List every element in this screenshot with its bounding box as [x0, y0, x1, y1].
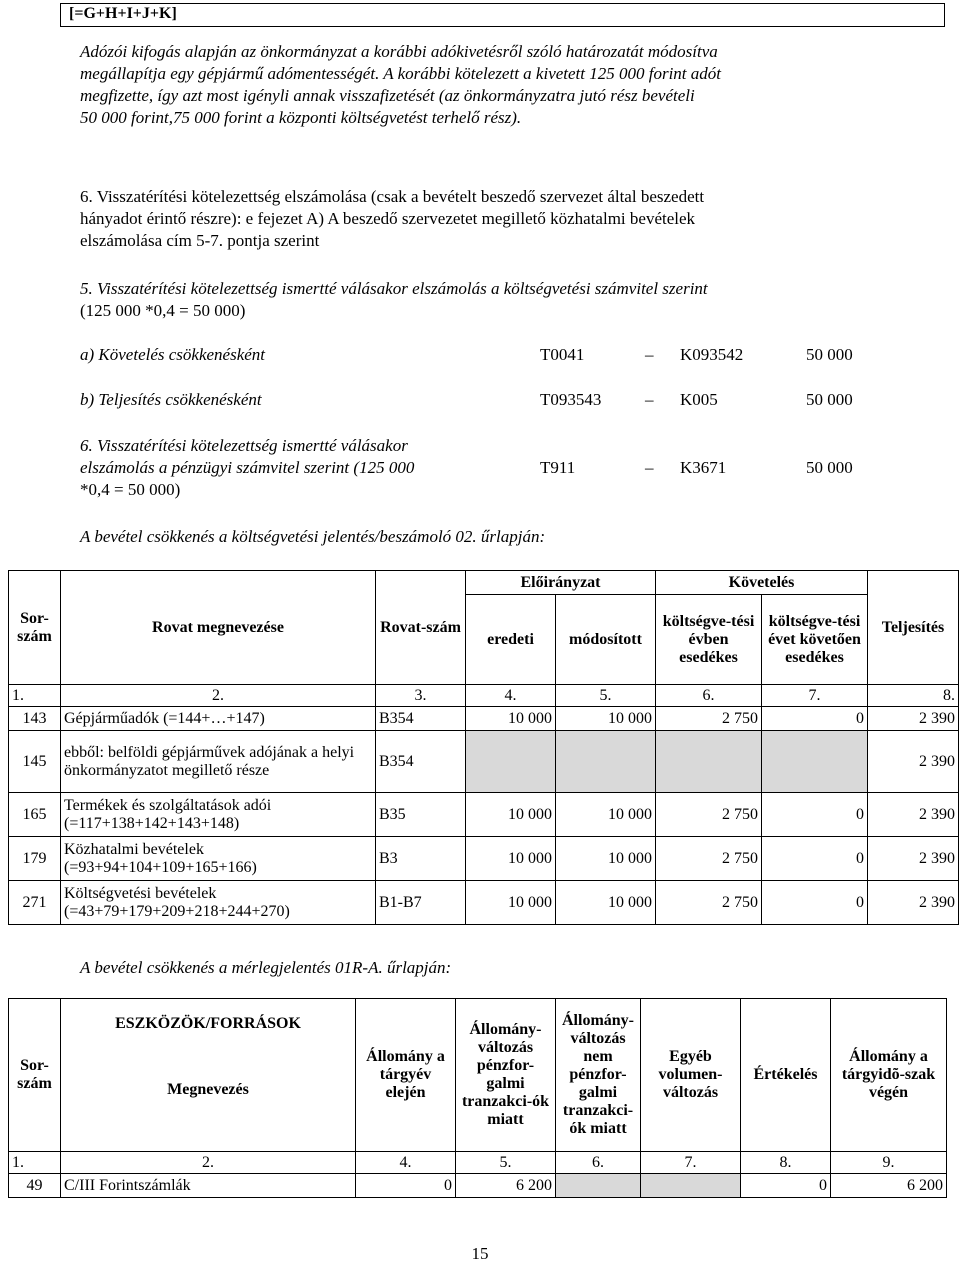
table-row: [9, 731, 959, 793]
entry-a-label: a) Követelés csökkenésként: [80, 345, 266, 364]
entry-a-debit: T0041: [540, 345, 585, 364]
cell-rovat: B35: [376, 793, 466, 837]
th-koveteles: Követelés: [656, 571, 868, 595]
num-cell: 1.: [9, 1152, 61, 1174]
cell-evet: 0: [762, 707, 868, 731]
cell-ertekeles: 0: [741, 1174, 831, 1198]
cell-eredeti: 10 000: [466, 793, 556, 837]
cell-elejen: 0: [356, 1174, 456, 1198]
th-egyeb-volumenvaltozas: Egyéb volumen-változás: [641, 999, 741, 1152]
section6-line: elszámolása cím 5-7. pontja szerint: [80, 231, 320, 250]
budget-report-table: [8, 570, 959, 925]
num-cell: 8.: [868, 685, 959, 707]
th-allomany-vegen: Állomány a tárgyidõ-szak végén: [831, 999, 947, 1152]
cell-shaded: [556, 1174, 641, 1198]
cell-name: Költségvetési bevételek (=43+79+179+209+218+244+270): [61, 881, 376, 925]
cell-penz: 6 200: [456, 1174, 556, 1198]
section5-paragraph: [80, 278, 880, 322]
entry-b-dash: –: [645, 390, 654, 409]
th-modositott: módosított: [556, 595, 656, 685]
th-eszk-label: ESZKÖZÖK/FORRÁSOK: [115, 1015, 301, 1032]
th-valtozas-nem-penzforgalmi: Állomány-változás nem pénzfor-galmi tranzakci-ók miatt: [556, 999, 641, 1152]
num-cell: 5.: [456, 1152, 556, 1174]
table-row: [9, 837, 959, 881]
th-sorszam: Sor-szám: [9, 999, 61, 1152]
cell-sor: 143: [9, 707, 61, 731]
balance-report-table: [8, 998, 947, 1198]
th-koltseg-evben: költségve-tési évben esedékes: [656, 595, 762, 685]
num-cell: 9.: [831, 1152, 947, 1174]
entry6-credit: K3671: [680, 458, 727, 477]
entry-a-amount: 50 000: [806, 345, 853, 364]
cell-eredeti: 10 000: [466, 707, 556, 731]
cell-name: C/III Forintszámlák: [61, 1174, 356, 1198]
cell-sor: 145: [9, 731, 61, 793]
table-row: [9, 1174, 947, 1198]
cell-modositott: 10 000: [556, 881, 656, 925]
intro-line: megfizette, így azt most igényli annak visszafizetését (az önkormányzatra jutó rész bevételi: [80, 86, 695, 105]
cell-evet: 0: [762, 837, 868, 881]
cell-modositott: 10 000: [556, 793, 656, 837]
th-koltseg-evet-koveto: költségve-tési évet követően esedékes: [762, 595, 868, 685]
entry-a-credit: K093542: [680, 345, 744, 364]
report2-title: A bevétel csökkenés a mérlegjelentés 01R-A. űrlapján:: [80, 958, 452, 977]
cell-shaded: [656, 731, 762, 793]
entry-a-dash: –: [645, 345, 654, 364]
cell-rovat: B3: [376, 837, 466, 881]
page-number: 15: [471, 1244, 489, 1263]
cell-telj: 2 390: [868, 707, 959, 731]
cell-eredeti: 10 000: [466, 837, 556, 881]
cell-shaded: [466, 731, 556, 793]
num-cell: 7.: [641, 1152, 741, 1174]
cell-vegen: 6 200: [831, 1174, 947, 1198]
num-cell: 1.: [9, 685, 61, 707]
th-eszkozok-forrasok: [61, 999, 356, 1152]
entry6-line: *0,4 = 50 000): [80, 480, 181, 499]
num-cell: 4.: [466, 685, 556, 707]
num-cell: 2.: [61, 685, 376, 707]
entry6-dash: –: [645, 458, 654, 477]
th-rovatszam: Rovat-szám: [376, 571, 466, 685]
cell-evben: 2 750: [656, 707, 762, 731]
entry6-line: elszámolás a pénzügyi számvitel szerint (125 000: [80, 458, 415, 477]
cell-sor: 179: [9, 837, 61, 881]
cell-evben: 2 750: [656, 837, 762, 881]
section6-paragraph: [80, 186, 880, 252]
entry6-line: 6. Visszatérítési kötelezettség ismertté válásakor: [80, 436, 408, 455]
section5-line: (125 000 *0,4 = 50 000): [80, 301, 246, 320]
cell-telj: 2 390: [868, 793, 959, 837]
cell-evet: 0: [762, 881, 868, 925]
report1-title: A bevétel csökkenés a költségvetési jelentés/beszámoló 02. űrlapján:: [80, 527, 546, 546]
th-teljesites: Teljesítés: [868, 571, 959, 685]
cell-telj: 2 390: [868, 881, 959, 925]
cell-evben: 2 750: [656, 793, 762, 837]
entry-b-label: b) Teljesítés csökkenésként: [80, 390, 262, 409]
intro-paragraph: [80, 41, 880, 129]
cell-rovat: B354: [376, 707, 466, 731]
intro-line: Adózói kifogás alapján az önkormányzat a korábbi adókivetésről szóló határozatát módosítva: [80, 42, 718, 61]
cell-telj: 2 390: [868, 731, 959, 793]
section5-line: 5. Visszatérítési kötelezettség ismertté válásakor elszámolás a költségvetési számvitel szerint: [80, 279, 708, 298]
cell-shaded: [762, 731, 868, 793]
cell-sor: 165: [9, 793, 61, 837]
entry6-amount: 50 000: [806, 458, 853, 477]
entry6-debit: T911: [540, 458, 576, 477]
cell-name: ebből: belföldi gépjárművek adójának a helyi önkormányzatot megillető része: [61, 731, 376, 793]
entry-b-debit: T093543: [540, 390, 602, 409]
cell-shaded: [641, 1174, 741, 1198]
table-row: [9, 881, 959, 925]
intro-line: megállapítja egy gépjármű adómentességét. A korábbi kötelezett a kivetett 125 000 forint adót: [80, 64, 722, 83]
section6-line: hányadot érintő részre): e fejezet A) A beszedő szervezetet megillető közhatalmi bevételek: [80, 209, 696, 228]
cell-sor: 49: [9, 1174, 61, 1198]
entry-b-amount: 50 000: [806, 390, 853, 409]
cell-name: Termékek és szolgáltatások adói (=117+138+142+143+148): [61, 793, 376, 837]
cell-evet: 0: [762, 793, 868, 837]
table-row: [9, 707, 959, 731]
cell-rovat: B1-B7: [376, 881, 466, 925]
th-eredeti: eredeti: [466, 595, 556, 685]
table-number-row: [9, 1152, 947, 1174]
section6-line: 6. Visszatérítési kötelezettség elszámolása (csak a bevételt beszedő szervezet által beszedett: [80, 187, 705, 206]
table-number-row: [9, 685, 959, 707]
th-megnevezes: Megnevezés: [167, 1081, 249, 1098]
cell-modositott: 10 000: [556, 837, 656, 881]
cell-rovat: B354: [376, 731, 466, 793]
num-cell: 6.: [656, 685, 762, 707]
cell-sor: 271: [9, 881, 61, 925]
table-row: [9, 793, 959, 837]
cell-shaded: [556, 731, 656, 793]
cell-telj: 2 390: [868, 837, 959, 881]
num-cell: 2.: [61, 1152, 356, 1174]
num-cell: 4.: [356, 1152, 456, 1174]
entry6-label: [80, 435, 520, 501]
header-box: [60, 3, 945, 27]
th-sorszam: Sor-szám: [9, 571, 61, 685]
entry-b-credit: K005: [680, 390, 718, 409]
num-cell: 7.: [762, 685, 868, 707]
th-ertekeles: Értékelés: [741, 999, 831, 1152]
th-valtozas-penzforgalmi: Állomány-változás pénzfor-galmi tranzakci-ók miatt: [456, 999, 556, 1152]
th-rovat-megnevezese: Rovat megnevezése: [61, 571, 376, 685]
num-cell: 6.: [556, 1152, 641, 1174]
th-eloiranyzat: Előirányzat: [466, 571, 656, 595]
intro-line: 50 000 forint,75 000 forint a központi költségvetést terhelő rész).: [80, 108, 522, 127]
cell-evben: 2 750: [656, 881, 762, 925]
num-cell: 8.: [741, 1152, 831, 1174]
cell-name: Gépjárműadók (=144+…+147): [61, 707, 376, 731]
cell-name: Közhatalmi bevételek (=93+94+104+109+165+166): [61, 837, 376, 881]
header-label: [=G+H+I+J+K]: [69, 5, 177, 22]
cell-modositott: 10 000: [556, 707, 656, 731]
th-allomany-elejen: Állomány a tárgyév elején: [356, 999, 456, 1152]
cell-eredeti: 10 000: [466, 881, 556, 925]
num-cell: 3.: [376, 685, 466, 707]
num-cell: 5.: [556, 685, 656, 707]
